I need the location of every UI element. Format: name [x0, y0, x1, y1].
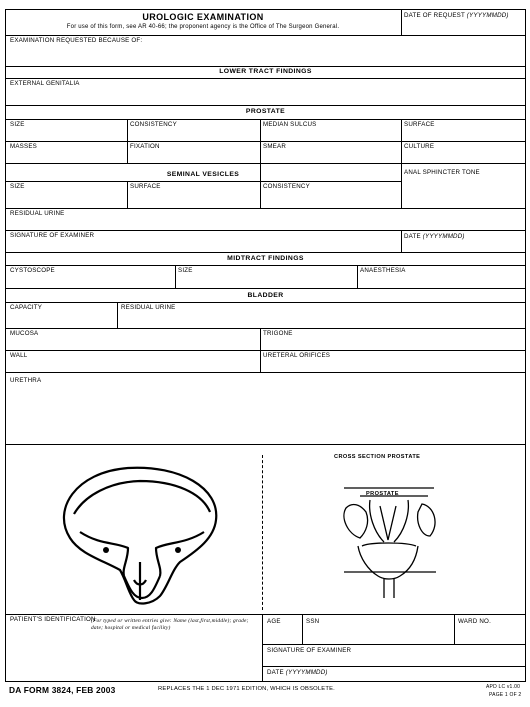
- seminal-size-label: SIZE: [10, 183, 25, 190]
- prostate-size-field[interactable]: [6, 120, 126, 141]
- median-sulcus-label: MEDIAN SULCUS: [263, 121, 317, 128]
- form-id: DA FORM 3824, FEB 2003: [9, 685, 116, 695]
- form-subtitle: For use of this form, see AR 40-66; the proponent agency is the Office of The Surgeon General.: [66, 24, 340, 30]
- ssn-field[interactable]: [303, 615, 453, 644]
- external-genitalia-field[interactable]: [6, 79, 525, 105]
- smear-field[interactable]: [261, 142, 400, 163]
- prostate-surface-field[interactable]: [402, 120, 525, 141]
- fixation-label: FIXATION: [130, 143, 160, 150]
- form-title: UROLOGIC EXAMINATION: [142, 12, 264, 22]
- signature-examiner-field[interactable]: [6, 231, 400, 252]
- trigone-field[interactable]: [261, 329, 525, 350]
- cystoscope-field[interactable]: [6, 266, 174, 288]
- patient-date-label: DATE (YYYYMMDD): [267, 669, 328, 676]
- urethra-field[interactable]: [6, 373, 525, 444]
- residual-urine-field[interactable]: [6, 209, 525, 230]
- bladder-residual-urine-field[interactable]: [118, 303, 525, 328]
- seminal-surface-label: SURFACE: [130, 183, 161, 190]
- masses-label: MASSES: [10, 143, 37, 150]
- wall-field[interactable]: [6, 351, 259, 372]
- capacity-field[interactable]: [6, 303, 116, 328]
- midtract-size-field[interactable]: [176, 266, 356, 288]
- mucosa-label: MUCOSA: [10, 330, 39, 337]
- seminal-vesicles-heading: SEMINAL VESICLES: [166, 171, 240, 178]
- anaesthesia-field[interactable]: [358, 266, 525, 288]
- patient-signature-field[interactable]: [263, 645, 525, 666]
- seminal-consistency-field[interactable]: [261, 182, 400, 208]
- median-sulcus-field[interactable]: [261, 120, 400, 141]
- signature-date-label: DATE (YYYYMMDD): [404, 233, 465, 240]
- masses-field[interactable]: [6, 142, 126, 163]
- page-number: PAGE 1 OF 2: [489, 692, 522, 698]
- anaesthesia-label: ANAESTHESIA: [360, 267, 406, 274]
- ureteral-orifices-label: URETERAL ORIFICES: [263, 352, 331, 359]
- prostate-diagram-label: PROSTATE: [366, 491, 399, 497]
- cross-section-title: CROSS SECTION PROSTATE: [334, 454, 421, 460]
- cystoscope-label: CYSTOSCOPE: [10, 267, 55, 274]
- trigone-label: TRIGONE: [263, 330, 293, 337]
- mucosa-field[interactable]: [6, 329, 259, 350]
- prostate-consistency-field[interactable]: [128, 120, 259, 141]
- exam-requested-label: EXAMINATION REQUESTED BECAUSE OF:: [10, 37, 143, 44]
- seminal-size-field[interactable]: [6, 182, 126, 208]
- signature-examiner-label: SIGNATURE OF EXAMINER: [10, 232, 95, 239]
- bladder-diagram: [40, 450, 240, 610]
- residual-urine-label: RESIDUAL URINE: [10, 210, 65, 217]
- culture-label: CULTURE: [404, 143, 435, 150]
- urethra-label: URETHRA: [10, 377, 42, 384]
- midtract-heading: MIDTRACT FINDINGS: [227, 255, 304, 262]
- bladder-heading: BLADDER: [247, 292, 284, 299]
- exam-requested-field[interactable]: [6, 36, 525, 66]
- smear-label: SMEAR: [263, 143, 287, 150]
- prostate-surface-label: SURFACE: [404, 121, 435, 128]
- external-genitalia-label: EXTERNAL GENITALIA: [10, 80, 80, 87]
- apd-version: APD LC v1.00: [486, 684, 521, 690]
- wall-label: WALL: [10, 352, 28, 359]
- ward-field[interactable]: [455, 615, 525, 644]
- culture-field[interactable]: [402, 142, 525, 163]
- fixation-field[interactable]: [128, 142, 259, 163]
- date-of-request-field[interactable]: [402, 10, 525, 35]
- prostate-size-label: SIZE: [10, 121, 25, 128]
- midtract-size-label: SIZE: [178, 267, 193, 274]
- age-field[interactable]: [263, 615, 301, 644]
- signature-date-field[interactable]: [402, 231, 525, 252]
- replaces-notice: REPLACES THE 1 DEC 1971 EDITION, WHICH IS OBSOLETE.: [158, 686, 335, 692]
- patient-id-field[interactable]: [6, 615, 261, 681]
- patient-date-field[interactable]: [263, 667, 525, 681]
- ward-label: WARD NO.: [458, 618, 491, 625]
- seminal-surface-field[interactable]: [128, 182, 259, 208]
- anal-sphincter-field[interactable]: [402, 164, 525, 208]
- patient-id-label: PATIENT'S IDENTIFICATION: [10, 616, 96, 623]
- capacity-label: CAPACITY: [10, 304, 43, 311]
- date-of-request-label: DATE OF REQUEST (YYYYMMDD): [404, 12, 509, 19]
- prostate-heading: PROSTATE: [245, 108, 286, 115]
- patient-id-hint: (For typed or written entries give: Name (last,first,middle); grade; date; hospital or medical facility): [91, 618, 249, 632]
- lower-tract-heading: LOWER TRACT FINDINGS: [219, 68, 312, 75]
- ureteral-orifices-field[interactable]: [261, 351, 525, 372]
- anal-sphincter-label: ANAL SPHINCTER TONE: [404, 169, 480, 176]
- age-label: AGE: [267, 618, 281, 625]
- ssn-label: SSN: [306, 618, 320, 625]
- bladder-residual-urine-label: RESIDUAL URINE: [121, 304, 176, 311]
- prostate-cross-section-diagram: [330, 466, 450, 606]
- seminal-consistency-label: CONSISTENCY: [263, 183, 310, 190]
- prostate-consistency-label: CONSISTENCY: [130, 121, 177, 128]
- patient-signature-label: SIGNATURE OF EXAMINER: [267, 647, 352, 654]
